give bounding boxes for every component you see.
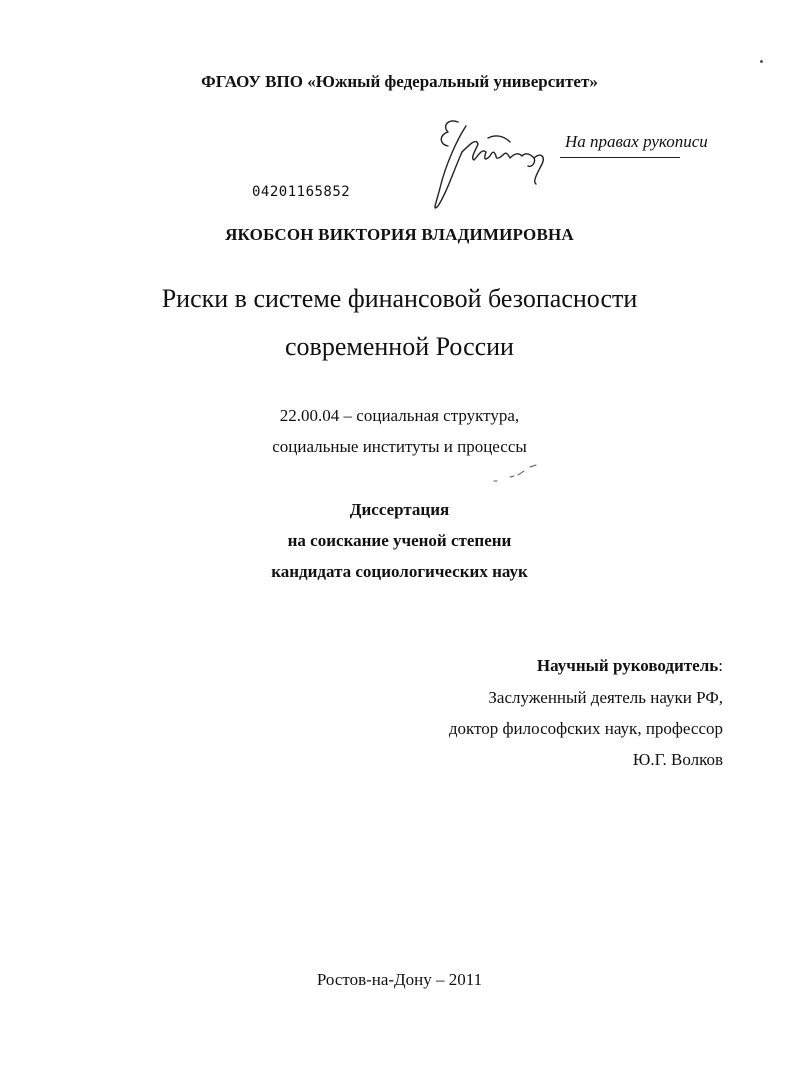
title-line-1: Риски в системе финансовой безопасности bbox=[161, 284, 638, 313]
advisor-label-colon: : bbox=[718, 656, 723, 675]
scan-dot bbox=[760, 60, 763, 63]
advisor-title: Заслуженный деятель науки РФ, bbox=[488, 688, 723, 707]
advisor-label bbox=[537, 656, 723, 676]
pen-marks bbox=[480, 455, 550, 495]
manuscript-mark: На правах рукописи bbox=[565, 132, 708, 151]
catalog-number: 04201165852 bbox=[252, 184, 351, 200]
advisor-name: Ю.Г. Волков bbox=[632, 750, 723, 769]
thesis-line-2: на соискание ученой степени bbox=[287, 531, 512, 550]
signature-icon bbox=[418, 108, 568, 218]
thesis-line-1: Диссертация bbox=[349, 500, 450, 519]
city-year: Ростов-на-Дону – 2011 bbox=[316, 970, 483, 989]
manuscript-underline bbox=[560, 157, 680, 158]
title-line-2: современной России bbox=[285, 332, 514, 361]
specialty-line-1: 22.00.04 – социальная структура, bbox=[279, 406, 520, 425]
advisor-degree: доктор философских наук, профессор bbox=[448, 719, 723, 738]
thesis-line-3: кандидата социологических наук bbox=[271, 562, 528, 581]
advisor-label-text: Научный руководитель bbox=[536, 656, 719, 675]
author-name: ЯКОБСОН ВИКТОРИЯ ВЛАДИМИРОВНА bbox=[225, 225, 574, 244]
specialty-line-2: социальные институты и процессы bbox=[272, 437, 527, 456]
university-name: ФГАОУ ВПО «Южный федеральный университет» bbox=[201, 72, 598, 91]
